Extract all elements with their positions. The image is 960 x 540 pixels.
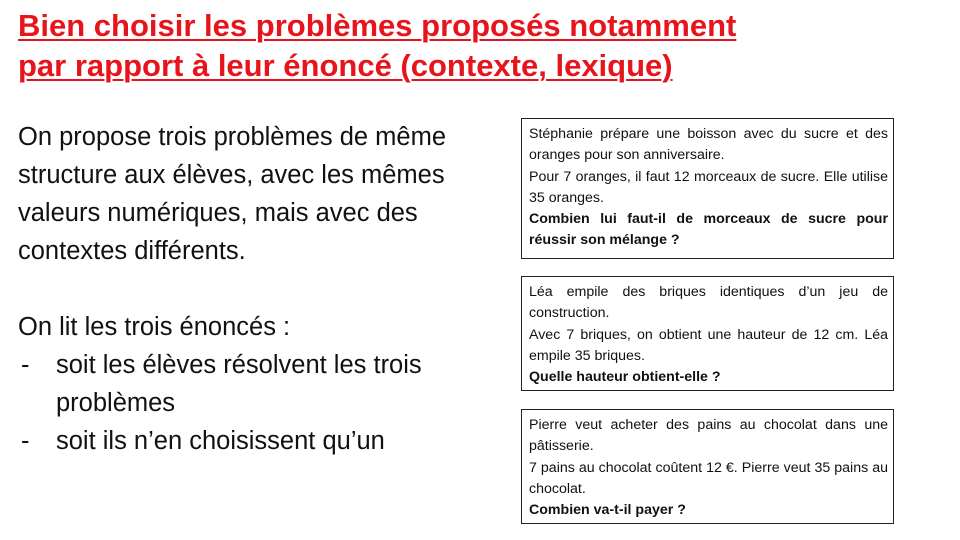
- slide-title: [18, 6, 948, 86]
- problem-context: Stéphanie prépare une boisson avec du sucre et des oranges pour son anniversaire.: [529, 126, 888, 164]
- problem-context: Pierre veut acheter des pains au chocolat dans une pâtisserie.: [529, 417, 888, 455]
- problem-box-pastries: [521, 409, 894, 524]
- reading-options-list: [18, 346, 488, 460]
- problem-box-bricks: [521, 276, 894, 391]
- problem-data: Pour 7 oranges, il faut 12 morceaux de sucre. Elle utilise 35 oranges.: [529, 168, 888, 206]
- problem-box-sugar: [521, 118, 894, 259]
- reading-option: - soit les élèves résolvent les trois problèmes: [18, 346, 488, 422]
- problem-question: Combien lui faut-il de morceaux de sucre pour réussir son mélange ?: [529, 211, 888, 249]
- problem-data: 7 pains au chocolat coûtent 12 €. Pierre veut 35 pains au chocolat.: [529, 459, 888, 497]
- problem-question: Quelle hauteur obtient-elle ?: [529, 369, 721, 386]
- problem-question: Combien va-t-il payer ?: [529, 502, 686, 519]
- reading-lead: On lit les trois énoncés :: [18, 313, 291, 341]
- slide-title-line-1: Bien choisir les problèmes proposés notamment: [18, 8, 737, 43]
- problem-data: Avec 7 briques, on obtient une hauteur de 12 cm. Léa empile 35 briques.: [529, 326, 888, 364]
- problem-context: Léa empile des briques identiques d’un jeu de construction.: [529, 284, 888, 322]
- reading-section: [18, 308, 488, 460]
- slide-title-line-2: par rapport à leur énoncé (contexte, lexique): [18, 48, 673, 83]
- intro-paragraph: On propose trois problèmes de même structure aux élèves, avec les mêmes valeurs numériques, mais avec des contextes différents.: [18, 123, 447, 265]
- reading-option: - soit ils n’en choisissent qu’un: [18, 422, 488, 460]
